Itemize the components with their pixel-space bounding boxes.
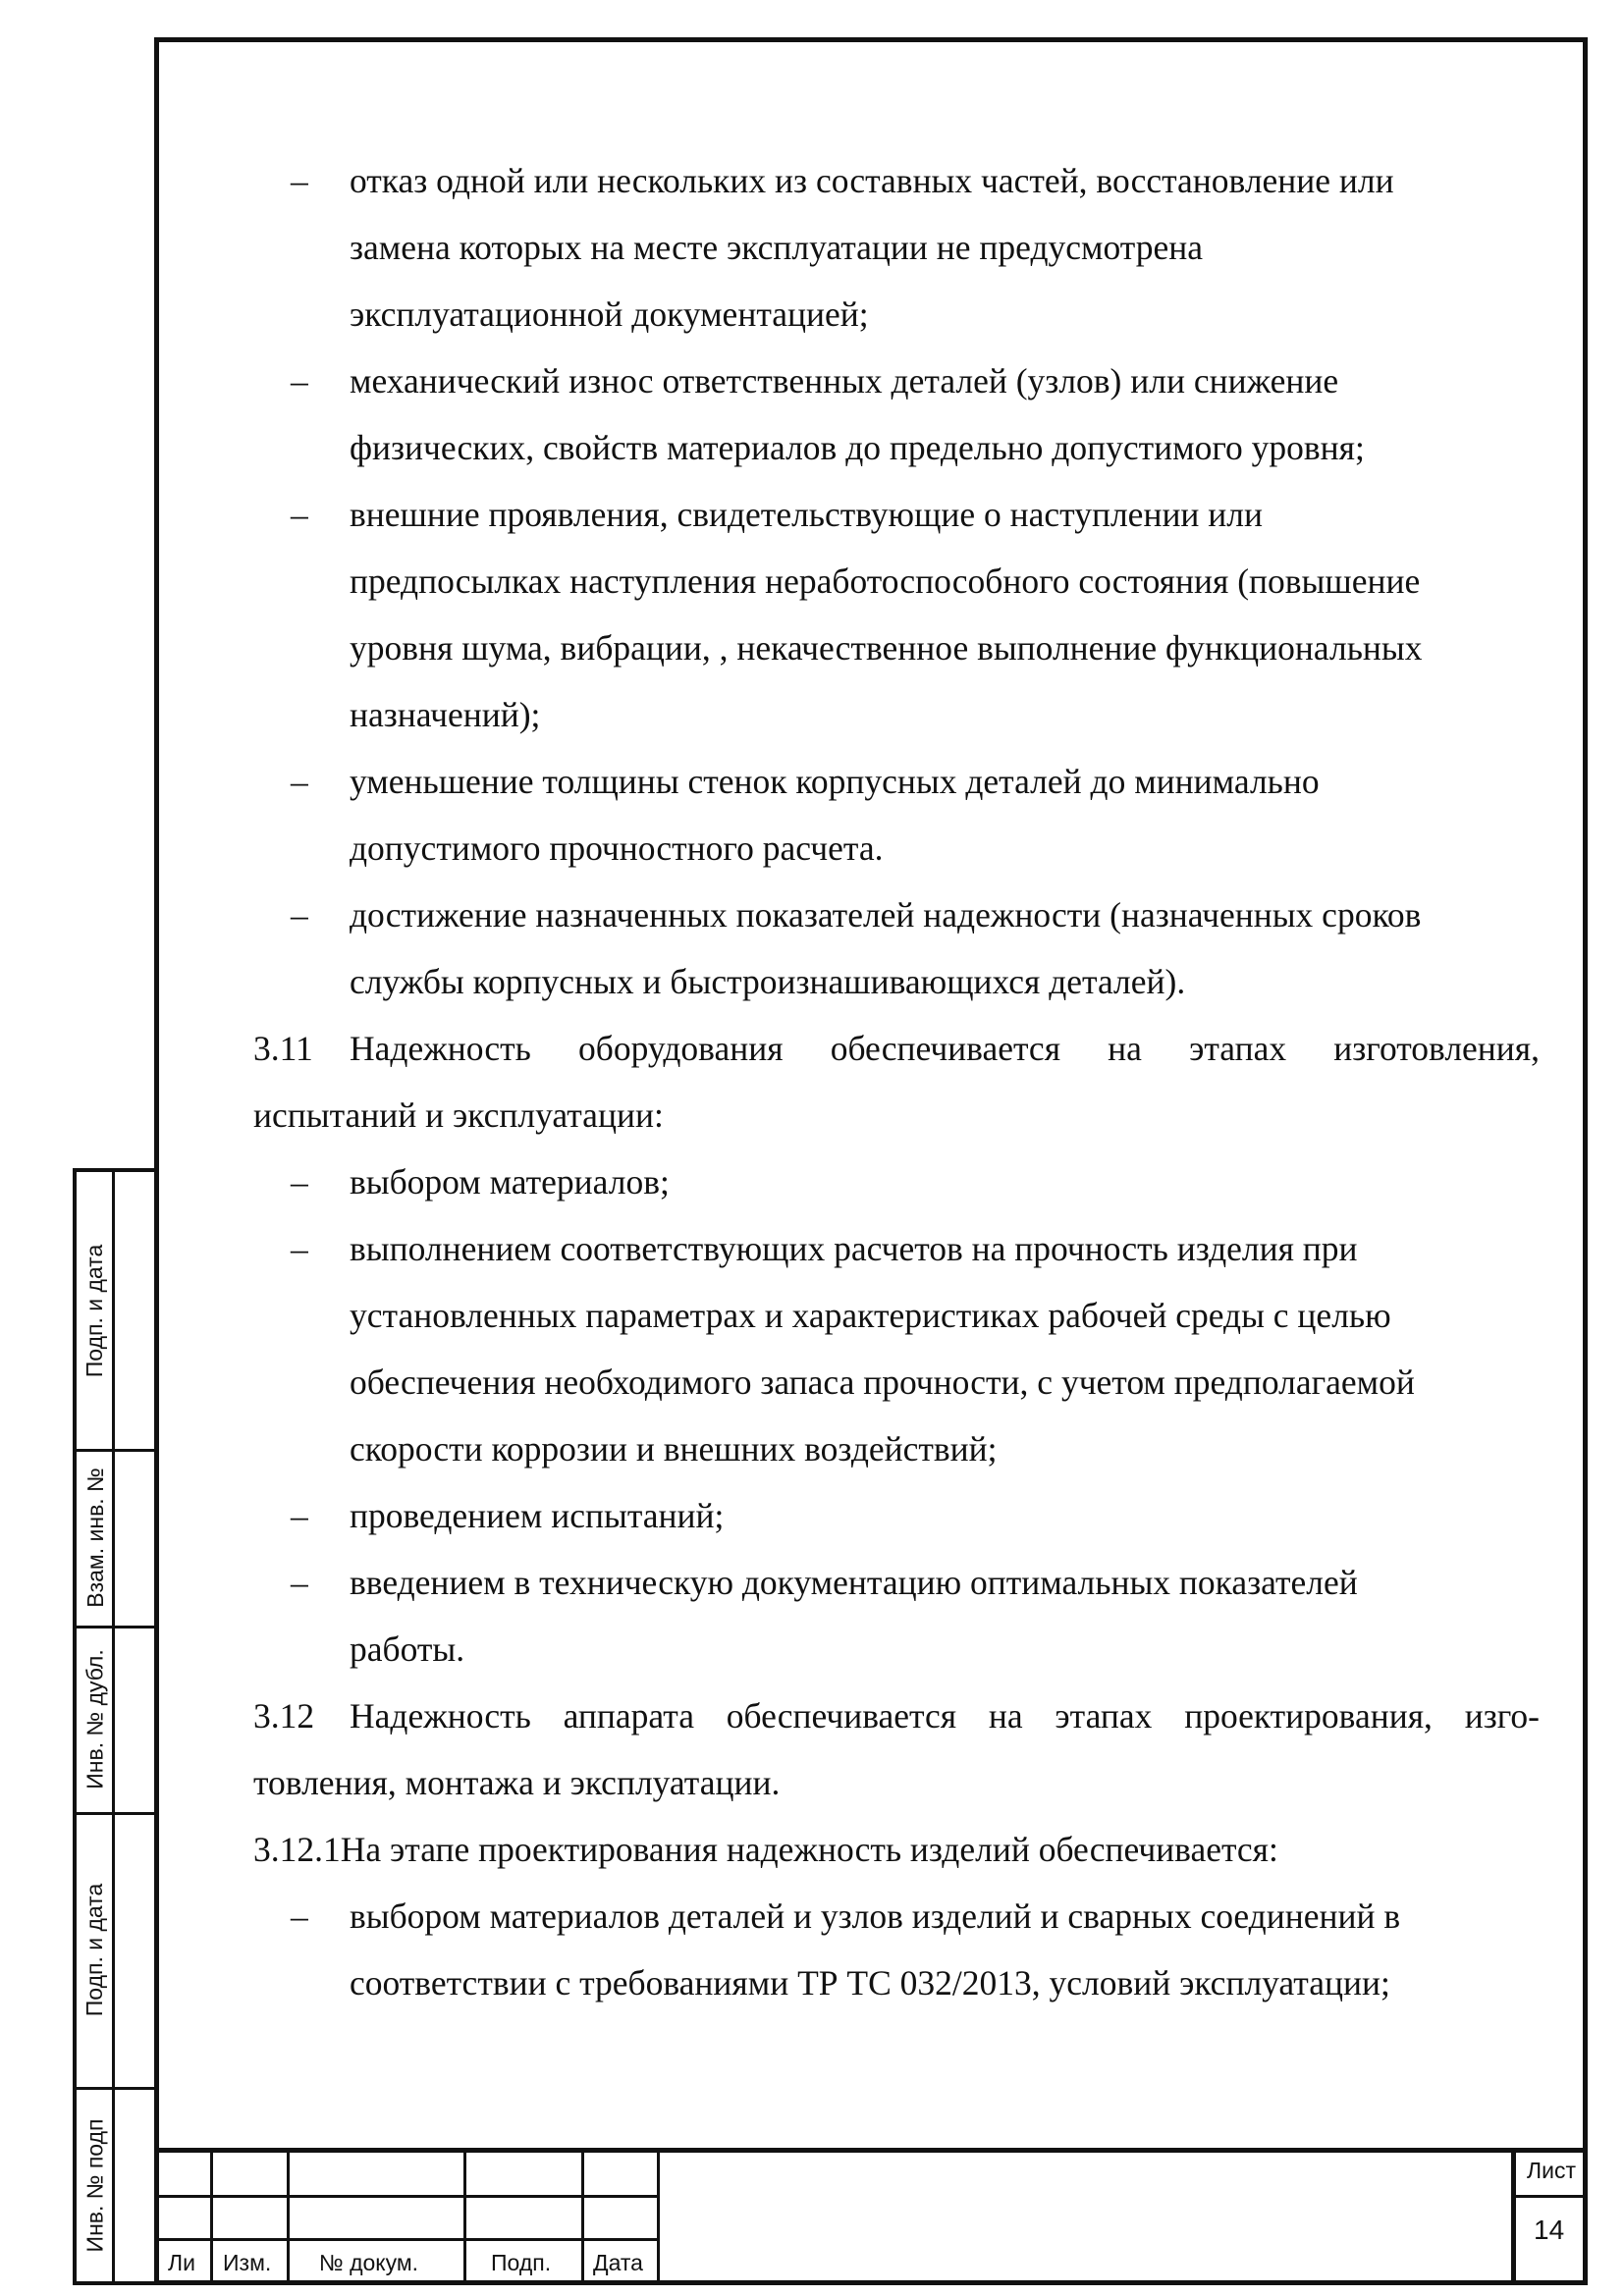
list-item-line: выполнением соответствующих расчетов на прочность изделия при xyxy=(350,1229,1358,1268)
list-item-line: достижение назначенных показателей надежности (назначенных сроков xyxy=(350,895,1422,934)
paragraph-line: испытаний и эксплуатации: xyxy=(253,1095,664,1135)
paragraph-text: На этапе проектирования надежность изделий обеспечивается: xyxy=(340,1830,1278,1869)
list-item-line: скорости коррозии и внешних воздействий; xyxy=(350,1429,998,1468)
title-block-row-line xyxy=(154,2195,657,2198)
side-label-signature-date-1: Подп. и дата xyxy=(81,1244,108,1377)
title-block xyxy=(154,2148,1588,2285)
list-item-line: замена которых на месте эксплуатации не предусмотрена xyxy=(350,228,1203,267)
title-block-divider xyxy=(657,2148,660,2285)
title-block-row-line xyxy=(1511,2195,1588,2198)
paragraph-line: товления, монтажа и эксплуатации. xyxy=(253,1763,781,1802)
list-item-line: работы. xyxy=(350,1629,465,1669)
paragraph-number: 3.12.1 xyxy=(253,1830,341,1869)
dash-bullet: – xyxy=(291,361,308,400)
title-block-row-line xyxy=(154,2238,657,2241)
list-item xyxy=(253,481,1540,748)
paragraph-text: Надежность аппарата обеспечивается на этапах проектирования, изго- xyxy=(350,1696,1540,1735)
list-item xyxy=(253,147,1540,347)
list-item xyxy=(253,1549,1540,1682)
list-item-line: уменьшение толщины стенок корпусных деталей до минимально xyxy=(350,762,1320,801)
title-block-divider xyxy=(463,2148,466,2285)
list-item xyxy=(253,347,1540,481)
paragraph-line xyxy=(253,1015,1540,1082)
paragraph-text: Надежность оборудования обеспечивается на этапах изготовления, xyxy=(350,1029,1540,1068)
dash-bullet: – xyxy=(291,495,308,534)
paragraph-number: 3.11 xyxy=(253,1029,313,1068)
list-item-line: проведением испытаний; xyxy=(350,1496,725,1535)
dash-bullet: – xyxy=(291,1496,308,1535)
title-col-change: Изм. xyxy=(223,2250,272,2275)
numbered-paragraph xyxy=(253,1015,1540,1148)
dash-bullet: – xyxy=(291,1229,308,1268)
paragraph-line xyxy=(253,1816,1540,1883)
dash-bullet: – xyxy=(291,1563,308,1602)
title-block-divider xyxy=(287,2148,290,2285)
side-label-replace-inv: Взам. инв. № xyxy=(81,1467,108,1608)
dash-bullet: – xyxy=(291,1162,308,1201)
list-item xyxy=(253,1883,1540,2016)
sheet-number: 14 xyxy=(1534,2215,1565,2245)
title-block-top-border xyxy=(154,2148,1588,2153)
dash-bullet: – xyxy=(291,895,308,934)
title-block-divider xyxy=(581,2148,584,2285)
list-item xyxy=(253,1482,1540,1549)
title-block-divider xyxy=(210,2148,213,2285)
list-item-line: выбором материалов деталей и узлов изделий и сварных соединений в xyxy=(350,1896,1401,1936)
list-item-line: установленных параметрах и характеристиках рабочей среды с целью xyxy=(350,1296,1391,1335)
title-block-divider xyxy=(1511,2148,1516,2285)
dash-bullet: – xyxy=(291,762,308,801)
list-item-line: выбором материалов; xyxy=(350,1162,670,1201)
paragraph-line xyxy=(253,1682,1540,1749)
title-col-doc-number: № докум. xyxy=(319,2250,419,2275)
side-label-signature-date-2: Подп. и дата xyxy=(81,1883,108,2016)
document-body xyxy=(253,147,1540,2016)
list-item-line: службы корпусных и быстроизнашивающихся деталей). xyxy=(350,962,1186,1001)
list-item xyxy=(253,1215,1540,1482)
list-item-line: физических, свойств материалов до предельно допустимого уровня; xyxy=(350,428,1365,467)
side-label-duplicate-inv: Инв. № дубл. xyxy=(81,1648,108,1789)
numbered-paragraph xyxy=(253,1682,1540,1816)
paragraph-number: 3.12 xyxy=(253,1696,315,1735)
title-col-date: Дата xyxy=(593,2250,643,2275)
list-item-line: допустимого прочностного расчета. xyxy=(350,828,884,868)
list-item-line: отказ одной или нескольких из составных частей, восстановление или xyxy=(350,161,1394,200)
list-item-line: эксплуатационной документацией; xyxy=(350,294,869,334)
list-item xyxy=(253,1148,1540,1215)
list-item-line: предпосылках наступления неработоспособного состояния (повышение xyxy=(350,561,1421,601)
list-item-line: соответствии с требованиями ТР ТС 032/2013, условий эксплуатации; xyxy=(350,1963,1390,2002)
side-stamp-strip xyxy=(73,1168,155,2285)
title-col-signature: Подп. xyxy=(491,2250,552,2275)
side-label-original-inv: Инв. № подп xyxy=(81,2118,108,2252)
list-item-line: внешние проявления, свидетельствующие о наступлении или xyxy=(350,495,1264,534)
sheet-label: Лист xyxy=(1527,2158,1576,2183)
list-item-line: введением в техническую документацию оптимальных показателей xyxy=(350,1563,1358,1602)
list-item xyxy=(253,881,1540,1015)
list-item-line: механический износ ответственных деталей (узлов) или снижение xyxy=(350,361,1339,400)
numbered-paragraph xyxy=(253,1816,1540,1883)
title-col-li: Ли xyxy=(168,2250,195,2275)
list-item-line: уровня шума, вибрации, , некачественное выполнение функциональных xyxy=(350,628,1423,667)
list-item xyxy=(253,748,1540,881)
list-item-line: обеспечения необходимого запаса прочности, с учетом предполагаемой xyxy=(350,1362,1415,1402)
list-item-line: назначений); xyxy=(350,695,541,734)
dash-bullet: – xyxy=(291,1896,308,1936)
dash-bullet: – xyxy=(291,161,308,200)
